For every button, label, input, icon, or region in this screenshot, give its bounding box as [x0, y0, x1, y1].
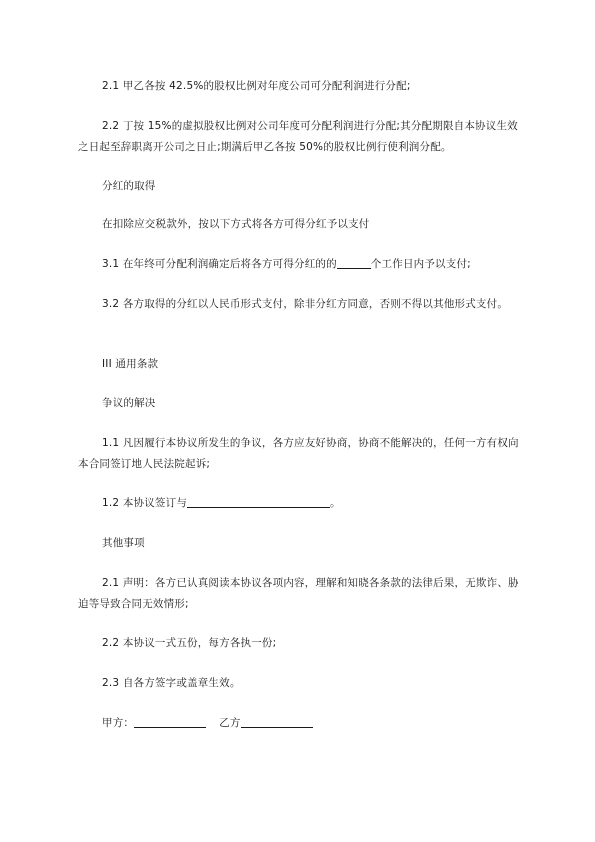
party-b-label: 乙方 [219, 717, 241, 729]
section-heading-general: III 通用条款 [102, 358, 159, 370]
clause-2-2: 2.2 丁按 15%的虚拟股权比例对公司年度可分配利润进行分配;其分配期限自本协议生效之日起至辞职离开公司之日止;期满后甲乙各按 50%的股权比例行使利润分配。 [78, 120, 518, 153]
blank-line [187, 495, 330, 508]
blank-line [337, 256, 371, 269]
signature-line [102, 713, 552, 734]
clause-other-2-3: 2.3 自各方签字或盖章生效。 [102, 677, 241, 689]
clause-3-1 [78, 254, 528, 275]
section-heading-other: 其他事项 [102, 537, 145, 549]
clause-other-2-1: 2.1 声明：各方已认真阅读本协议各项内容，理解和知晓各条款的法律后果，无欺诈、胁迫等导致合同无效情形; [78, 577, 519, 610]
clause-3-2: 3.2 各方取得的分红以人民币形式支付，除非分红方同意，否则不得以其他形式支付。 [102, 298, 509, 310]
clause-1-2-text: 1.2 本协议签订与 [102, 497, 188, 509]
clause-3-1-text: 3.1 在年终可分配利润确定后将各方可得分红的的 [102, 258, 337, 270]
clause-2-1: 2.1 甲乙各按 42.5%的股权比例对年度公司可分配利润进行分配; [102, 80, 411, 92]
party-a-label: 甲方： [102, 717, 135, 729]
party-a-blank [134, 715, 206, 728]
section-heading-dividend: 分红的取得 [102, 180, 156, 192]
dividend-intro: 在扣除应交税款外，按以下方式将各方可得分红予以支付 [102, 218, 370, 230]
section-heading-dispute: 争议的解决 [102, 397, 156, 409]
clause-1-2-end: 。 [330, 497, 341, 509]
party-b-blank [241, 715, 313, 728]
clause-1-2 [78, 493, 528, 514]
clause-1-1: 1.1 凡因履行本协议所发生的争议，各方应友好协商，协商不能解决的，任何一方有权向本合同签订地人民法院起诉; [78, 437, 519, 470]
clause-3-1-text-end: 个工作日内予以支付; [370, 258, 471, 270]
clause-other-2-2: 2.2 本协议一式五份，每方各执一份; [102, 637, 277, 649]
